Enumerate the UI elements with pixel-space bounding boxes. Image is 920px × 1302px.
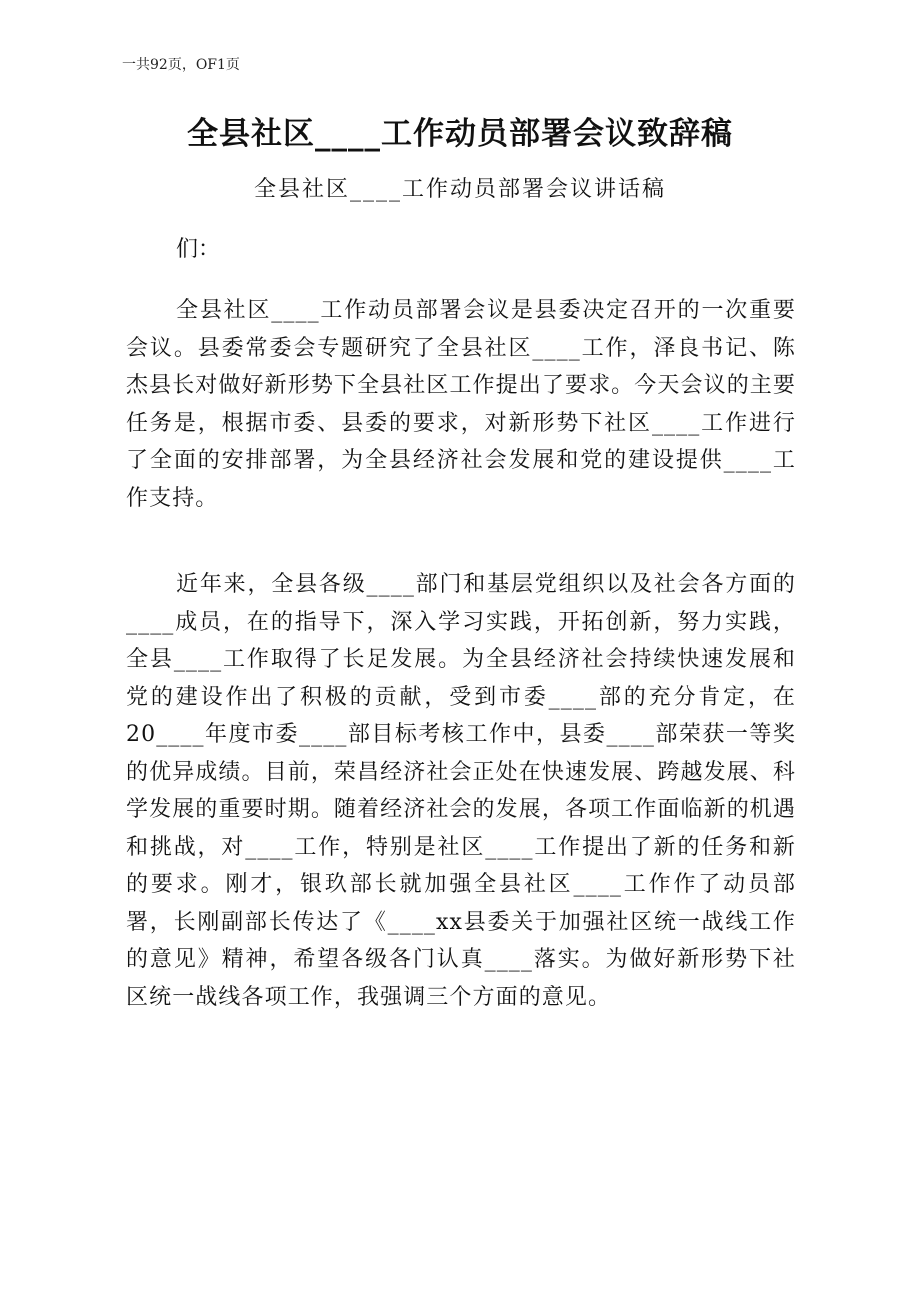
paragraph-2: 近年来，全县各级____部门和基层党组织以及社会各方面的____成员，在的指导下，深入学习实践，开拓创新，努力实践，全县____工作取得了长足发展。为全县经济社会持续快速发展和党的建设作出了积极的贡献，受到市委____部的充分肯定，在20____年度市委____部目标考核工作中，县委____部荣获一等奖的优异成绩。目前，荣昌经济社会正处在快速发展、跨越发展、科学发展的重要时期。随着经济社会的发展，各项工作面临新的机遇和挑战，对____工作，特别是社区____工作提出了新的任务和新的要求。刚才，银玖部长就加强全县社区____工作作了动员部署，长刚副部长传达了《____xx县委关于加强社区统一战线工作的意见》精神，希望各级各门认真____落实。为做好新形势下社区统一战线各项工作，我强调三个方面的意见。: [126, 572, 796, 1010]
document-title: 全县社区____工作动员部署会议致辞稿: [187, 116, 733, 152]
paragraph-1: 全县社区____工作动员部署会议是县委决定召开的一次重要会议。县委常委会专题研究了全县社区____工作，泽良书记、陈杰县长对做好新形势下全县社区工作提出了要求。今天会议的主要任务是，根据市委、县委的要求，对新形势下社区____工作进行了全面的安排部署，为全县经济社会发展和党的建设提供____工作支持。: [126, 298, 796, 511]
page-header: 一共92页，OF1页: [122, 57, 240, 73]
salutation: 们：: [176, 237, 221, 262]
document-subtitle: 全县社区____工作动员部署会议讲话稿: [253, 177, 666, 202]
